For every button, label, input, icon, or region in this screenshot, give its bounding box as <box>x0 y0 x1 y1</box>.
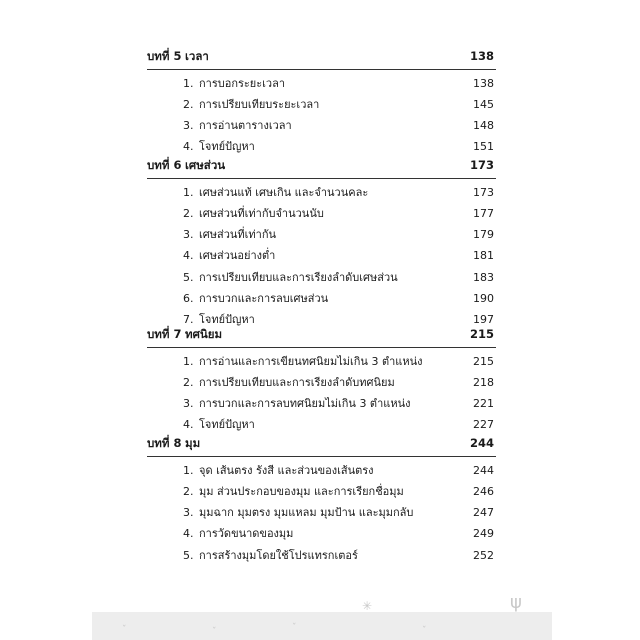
chapter-label: บทที่ 5 <box>147 49 182 63</box>
toc-entry[interactable] <box>0 225 640 245</box>
entry-number: 7. <box>183 313 194 327</box>
chapter-title: มุม <box>185 436 201 450</box>
toc-entry[interactable] <box>0 524 640 544</box>
entry-page-number: 173 <box>473 185 494 199</box>
entry-title: การบอกระยะเวลา <box>199 76 286 90</box>
entry-title: การสร้างมุมโดยใช้โปรแทรกเตอร์ <box>199 548 358 562</box>
entry-page-number: 249 <box>473 527 494 541</box>
entry-title: มุมฉาก มุมตรง มุมแหลม มุมป้าน และมุมกลับ <box>199 506 414 520</box>
entry-page-number: 148 <box>473 119 494 133</box>
entry-title: การอ่านตารางเวลา <box>199 119 292 133</box>
entry-number: 4. <box>183 418 194 432</box>
entry-number: 3. <box>183 506 194 520</box>
entry-page-number: 190 <box>473 292 494 305</box>
entry-page-number: 244 <box>473 463 494 477</box>
chapter-heading[interactable] <box>0 155 640 175</box>
toc-entry[interactable] <box>0 183 640 203</box>
entry-page-number: 177 <box>473 206 494 220</box>
entry-number: 2. <box>183 206 194 220</box>
chapter-label: บทที่ 7 <box>147 327 182 341</box>
toc-entry[interactable] <box>0 394 640 414</box>
toc-entry[interactable] <box>0 461 640 481</box>
entry-title: การเปรียบเทียบและการเรียงลำดับเศษส่วน <box>199 270 398 284</box>
entry-title: เศษส่วนที่เท่ากับจำนวนนับ <box>199 206 324 220</box>
entry-number: 6. <box>183 292 194 305</box>
entry-title: เศษส่วนอย่างต่ำ <box>199 249 276 263</box>
entry-number: 5. <box>183 270 194 284</box>
chapter-title: เศษส่วน <box>185 158 226 172</box>
entry-title: การบวกและการลบทศนิยมไม่เกิน 3 ตำแหน่ง <box>199 397 411 411</box>
entry-page-number: 215 <box>473 354 494 368</box>
chapter-page-number: 215 <box>469 327 494 341</box>
entry-page-number: 138 <box>473 76 494 90</box>
toc-entry[interactable] <box>0 503 640 523</box>
entry-number: 3. <box>183 119 194 133</box>
toc-entry[interactable] <box>0 74 640 94</box>
grass-tuft-icon: ˇ <box>122 625 127 635</box>
chapter-title: ทศนิยม <box>185 327 223 341</box>
entry-title: การเปรียบเทียบระยะเวลา <box>199 97 320 111</box>
entry-title: เศษส่วนแท้ เศษเกิน และจำนวนคละ <box>199 185 369 199</box>
sprout-icon: ✳ <box>362 599 373 613</box>
chapter-divider <box>147 456 496 457</box>
toc-entry[interactable] <box>0 204 640 224</box>
entry-number: 2. <box>183 484 194 498</box>
entry-page-number: 183 <box>473 270 494 284</box>
chapter-label: บทที่ 6 <box>147 158 182 172</box>
entry-page-number: 221 <box>473 397 494 411</box>
entry-number: 2. <box>183 375 194 389</box>
toc-entry[interactable] <box>0 95 640 115</box>
entry-number: 1. <box>183 76 194 90</box>
entry-title: การเปรียบเทียบและการเรียงลำดับทศนิยม <box>199 375 395 389</box>
toc-entry[interactable] <box>0 546 640 566</box>
chapter-divider <box>147 178 496 179</box>
toc-entry[interactable] <box>0 352 640 372</box>
sprout-icon: ψ <box>510 592 522 613</box>
chapter-page-number: 173 <box>469 158 494 172</box>
chapter-title: เวลา <box>185 49 209 63</box>
entry-title: การวัดขนาดของมุม <box>199 527 294 541</box>
grass-tuft-icon: ˇ <box>212 627 217 637</box>
entry-title: การอ่านและการเขียนทศนิยมไม่เกิน 3 ตำแหน่ง <box>199 354 423 368</box>
chapter-divider <box>147 69 496 70</box>
entry-page-number: 247 <box>473 506 494 520</box>
entry-title: การบวกและการลบเศษส่วน <box>199 292 329 305</box>
toc-entry[interactable] <box>0 373 640 393</box>
chapter-heading[interactable] <box>0 46 640 66</box>
entry-number: 1. <box>183 185 194 199</box>
footer-grass-band <box>92 592 552 640</box>
entry-number: 5. <box>183 548 194 562</box>
chapter-heading[interactable] <box>0 324 640 344</box>
entry-page-number: 246 <box>473 484 494 498</box>
entry-page-number: 181 <box>473 249 494 263</box>
grass-tuft-icon: ˇ <box>422 626 427 636</box>
entry-number: 4. <box>183 249 194 263</box>
entry-page-number: 197 <box>473 313 494 327</box>
entry-number: 2. <box>183 97 194 111</box>
toc-entry[interactable] <box>0 482 640 502</box>
entry-title: โจทย์ปัญหา <box>199 140 255 154</box>
entry-page-number: 252 <box>473 548 494 562</box>
grass-tuft-icon: ˇ <box>292 623 297 633</box>
entry-title: เศษส่วนที่เท่ากัน <box>199 228 277 242</box>
entry-title: โจทย์ปัญหา <box>199 418 255 432</box>
entry-title: มุม ส่วนประกอบของมุม และการเรียกชื่อมุม <box>199 484 404 498</box>
entry-number: 1. <box>183 354 194 368</box>
chapter-heading[interactable] <box>0 433 640 453</box>
entry-number: 3. <box>183 397 194 411</box>
toc-entry[interactable] <box>0 116 640 136</box>
chapter-label: บทที่ 8 <box>147 436 182 450</box>
entry-number: 1. <box>183 463 194 477</box>
toc-entry[interactable] <box>0 289 640 309</box>
entry-page-number: 218 <box>473 375 494 389</box>
entry-number: 3. <box>183 228 194 242</box>
chapter-page-number: 138 <box>469 49 494 63</box>
entry-title: จุด เส้นตรง รังสี และส่วนของเส้นตรง <box>199 463 374 477</box>
entry-number: 4. <box>183 527 194 541</box>
toc-entry[interactable] <box>0 246 640 266</box>
toc-entry[interactable] <box>0 268 640 288</box>
entry-title: โจทย์ปัญหา <box>199 313 255 327</box>
entry-page-number: 179 <box>473 228 494 242</box>
entry-page-number: 151 <box>473 140 494 154</box>
entry-number: 4. <box>183 140 194 154</box>
entry-page-number: 227 <box>473 418 494 432</box>
chapter-divider <box>147 347 496 348</box>
chapter-page-number: 244 <box>469 436 494 450</box>
entry-page-number: 145 <box>473 97 494 111</box>
